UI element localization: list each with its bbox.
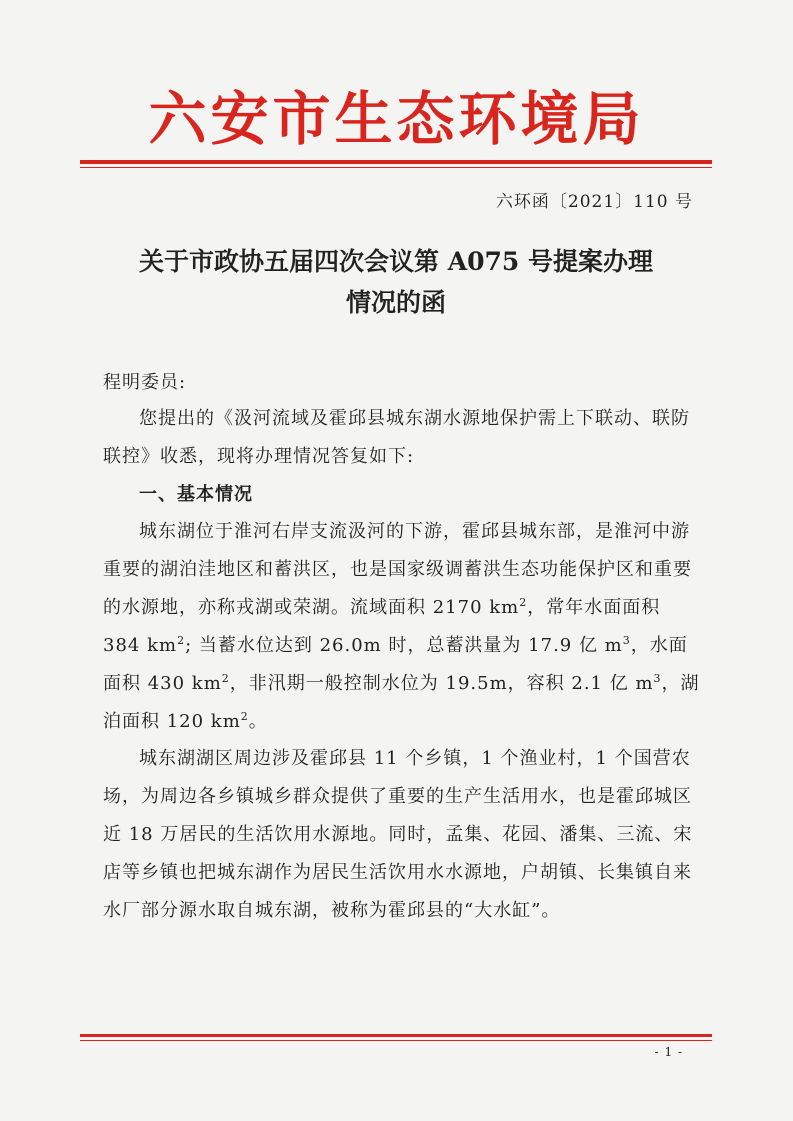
para2-segment: 城东湖位于淮河右岸支流汲河的下游，霍邱县城东部，是淮河中游重要的湖泊洼地区和蓄洪区，也是国家级调蓄洪生态功能保护区和重要的水源地，亦称戎湖或荣湖。流域面积 2170 km (103, 521, 692, 618)
para2-segment: ，常年水面面积 384 km (103, 597, 661, 656)
header-red-rule-thin (80, 167, 712, 168)
document-title-line1: 关于市政协五届四次会议第 A075 号提案办理 (139, 247, 653, 276)
paragraph-basic-info (103, 513, 703, 741)
page-number: - 1 - (654, 1045, 683, 1059)
superscript: 3 (653, 672, 662, 685)
superscript: 3 (622, 634, 631, 647)
header-red-rule (80, 160, 712, 164)
superscript: 2 (177, 634, 186, 647)
superscript: 2 (240, 710, 249, 723)
document-title-line2: 情况的函 (345, 288, 446, 317)
para2-segment: ; 当蓄水位达到 26.0m 时，总蓄洪量为 17.9 亿 m (185, 635, 623, 656)
document-number: 六环函〔2021〕110 号 (495, 192, 693, 212)
para2-segment: ，湖泊面积 120 km (103, 673, 700, 732)
footer-red-rule (80, 1034, 712, 1037)
para2-segment: 。 (248, 711, 268, 732)
para2-segment: ，水面面积 430 km (103, 635, 688, 694)
para2-segment: ，非汛期一般控制水位为 19.5m，容积 2.1 亿 m (229, 673, 654, 694)
salutation: 程明委员: (103, 372, 187, 393)
footer-red-rule-thin (80, 1040, 712, 1041)
superscript: 2 (519, 596, 528, 609)
superscript: 2 (221, 672, 230, 685)
section-heading: 一、基本情况 (139, 484, 253, 505)
agency-name: 六安市生态环境局 (148, 85, 645, 153)
paragraph-water-source: 城东湖湖区周边涉及霍邱县 11 个乡镇，1 个渔业村，1 个国营农场，为周边各乡镇城乡群众提供了重要的生产生活用水，也是霍邱城区近 18 万居民的生活饮用水源地。同时，孟集、花园、潘集、三流、宋店等乡镇也把城东湖作为居民生活饮用水水源地，户胡镇、长集镇自来水厂部分源水取自城东湖，被称为霍邱县的“大水缸”。 (103, 748, 693, 921)
intro-paragraph: 您提出的《汲河流域及霍邱县城东湖水源地保护需上下联动、联防联控》收悉，现将办理情况答复如下: (103, 408, 690, 467)
